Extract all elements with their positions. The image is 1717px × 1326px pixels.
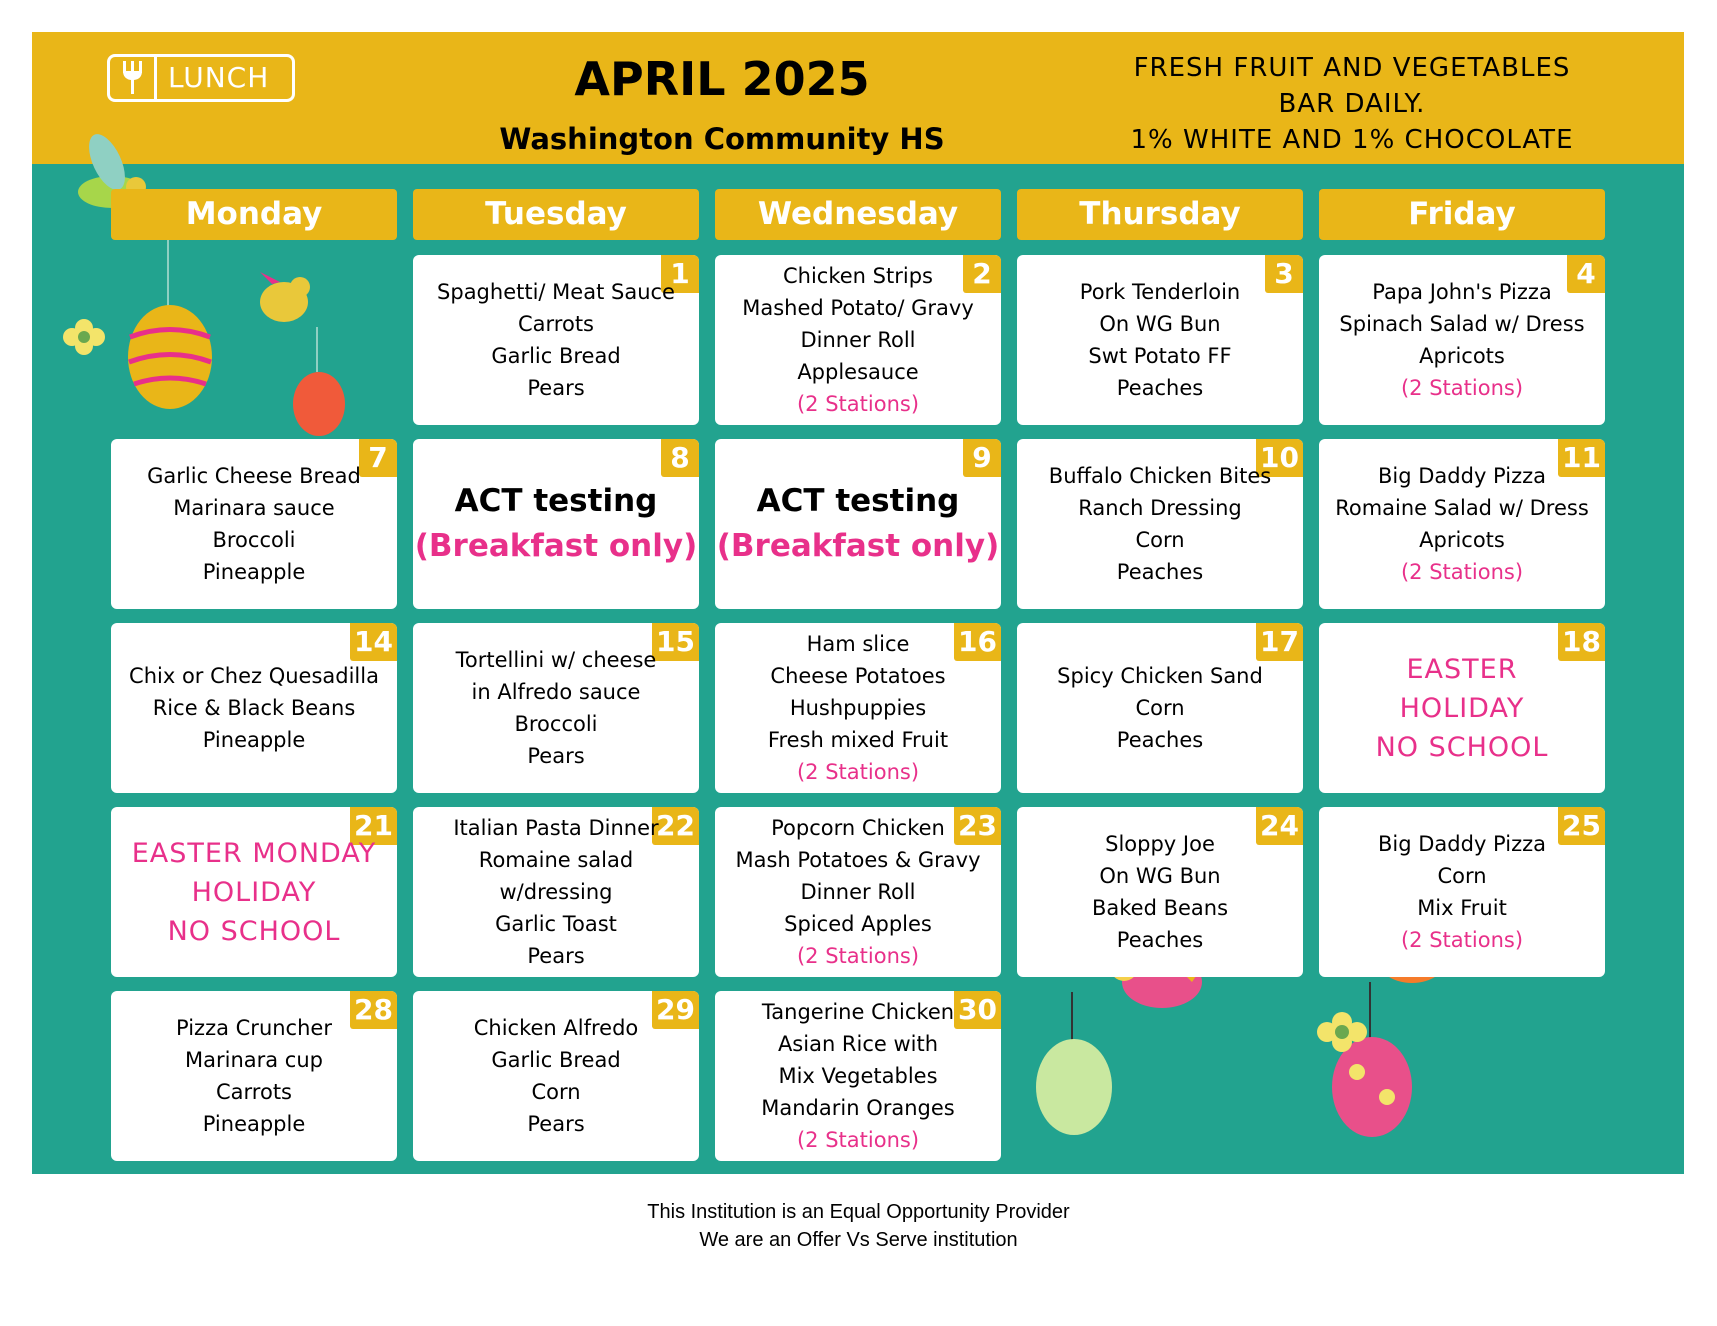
menu-items <box>715 807 1001 977</box>
date-number: 18 <box>1558 623 1605 661</box>
menu-item: Baked Beans <box>1091 896 1229 920</box>
day-cell <box>1017 807 1303 977</box>
menu-item: Corn <box>1437 864 1487 888</box>
menu-item: Mix Vegetables <box>778 1064 938 1088</box>
date-number: 22 <box>652 807 699 845</box>
day-header-friday: Friday <box>1319 189 1605 240</box>
menu-item: Chicken Alfredo <box>473 1016 639 1040</box>
menu-item: Spinach Salad w/ Dress <box>1339 312 1585 336</box>
menu-item: Pears <box>527 376 585 400</box>
day-cell <box>1319 255 1605 425</box>
day-header-monday: Monday <box>111 189 397 240</box>
day-header-wednesday: Wednesday <box>715 189 1001 240</box>
day-header-thursday: Thursday <box>1017 189 1303 240</box>
stations-note: (2 Stations) <box>796 944 920 968</box>
menu-item: Corn <box>531 1080 581 1104</box>
menu-items <box>111 439 397 609</box>
menu-item: Marinara cup <box>185 1048 323 1072</box>
menu-items <box>111 623 397 793</box>
menu-items <box>413 439 699 609</box>
menu-items <box>715 991 1001 1161</box>
menu-item: Mash Potatoes & Gravy <box>735 848 981 872</box>
page-title: APRIL 2025 <box>574 52 870 106</box>
footer <box>0 1198 1717 1254</box>
menu-item: Sloppy Joe <box>1105 832 1215 856</box>
pink-egg-icon <box>1332 982 1412 1137</box>
menu-items <box>111 807 397 977</box>
menu-items <box>413 991 699 1161</box>
menu-item: Big Daddy Pizza <box>1378 464 1546 488</box>
note-line: FRESH FRUIT AND VEGETABLES <box>1133 53 1571 83</box>
menu-item: Hushpuppies <box>789 696 927 720</box>
menu-item: Garlic Bread <box>491 344 621 368</box>
date-number: 9 <box>963 439 1001 477</box>
menu-item: Pizza Cruncher <box>176 1016 332 1040</box>
date-number: 17 <box>1256 623 1303 661</box>
menu-items <box>1319 623 1605 793</box>
date-number: 4 <box>1567 255 1605 293</box>
holiday-text: EASTER <box>1406 653 1518 685</box>
menu-item: Dinner Roll <box>800 880 916 904</box>
holiday-text: NO SCHOOL <box>167 915 341 947</box>
date-number: 16 <box>954 623 1001 661</box>
date-number: 11 <box>1558 439 1605 477</box>
menu-item: Pineapple <box>202 1112 306 1136</box>
menu-items <box>715 255 1001 425</box>
menu-item: Corn <box>1135 696 1185 720</box>
note-line: 1% WHITE AND 1% CHOCOLATE <box>1130 125 1574 155</box>
day-cell <box>111 439 397 609</box>
day-cell <box>111 623 397 793</box>
logo-label: LUNCH <box>168 61 270 94</box>
menu-item: Cheese Potatoes <box>770 664 946 688</box>
menu-items <box>111 991 397 1161</box>
menu-item: Pears <box>527 744 585 768</box>
menu-item: Italian Pasta Dinner <box>453 816 659 840</box>
menu-poster <box>32 32 1684 1174</box>
note-line: BAR DAILY. <box>1278 89 1426 119</box>
menu-item: Ham slice <box>806 632 910 656</box>
menu-item: Marinara sauce <box>173 496 335 520</box>
date-number: 2 <box>963 255 1001 293</box>
small-bird-icon <box>260 272 310 322</box>
menu-items <box>413 623 699 793</box>
day-cell <box>715 439 1001 609</box>
menu-item: Garlic Toast <box>495 912 617 936</box>
menu-item: Peaches <box>1116 928 1204 952</box>
day-cell <box>1319 623 1605 793</box>
menu-items <box>1017 807 1303 977</box>
day-cell <box>1017 255 1303 425</box>
date-number: 14 <box>350 623 397 661</box>
stations-note: (Breakfast only) <box>716 528 1000 564</box>
menu-items <box>715 439 1001 609</box>
day-cell <box>715 991 1001 1161</box>
menu-item: Dinner Roll <box>800 328 916 352</box>
menu-item: Spaghetti/ Meat Sauce <box>437 280 675 304</box>
stations-note: (2 Stations) <box>1400 928 1524 952</box>
menu-item: Garlic Bread <box>491 1048 621 1072</box>
menu-items <box>413 255 699 425</box>
day-cell <box>715 807 1001 977</box>
menu-item: Pears <box>527 944 585 968</box>
date-number: 25 <box>1558 807 1605 845</box>
date-number: 23 <box>954 807 1001 845</box>
menu-item: Popcorn Chicken <box>771 816 945 840</box>
day-cell <box>1017 623 1303 793</box>
date-number: 30 <box>954 991 1001 1029</box>
menu-item: Mix Fruit <box>1417 896 1507 920</box>
menu-item: On WG Bun <box>1099 864 1221 888</box>
holiday-text: EASTER MONDAY <box>131 837 377 869</box>
menu-item: Ranch Dressing <box>1078 496 1242 520</box>
menu-items <box>413 807 699 977</box>
menu-item: Big Daddy Pizza <box>1378 832 1546 856</box>
footer-line: We are an Offer Vs Serve institution <box>699 1229 1018 1251</box>
menu-item: Pork Tenderloin <box>1079 280 1241 304</box>
day-cell <box>413 623 699 793</box>
holiday-text: HOLIDAY <box>1399 692 1525 724</box>
menu-item: Mashed Potato/ Gravy <box>742 296 974 320</box>
date-number: 7 <box>359 439 397 477</box>
stations-note: (2 Stations) <box>1400 376 1524 400</box>
date-number: 29 <box>652 991 699 1029</box>
stations-note: (2 Stations) <box>796 760 920 784</box>
green-egg-icon <box>1036 992 1112 1135</box>
menu-item: in Alfredo sauce <box>471 680 641 704</box>
menu-item: Tortellini w/ cheese <box>455 648 657 672</box>
date-number: 21 <box>350 807 397 845</box>
menu-item: ACT testing <box>454 483 658 519</box>
day-cell <box>413 439 699 609</box>
menu-item: Pineapple <box>202 560 306 584</box>
menu-item: Rice & Black Beans <box>152 696 356 720</box>
menu-items <box>715 623 1001 793</box>
date-number: 1 <box>661 255 699 293</box>
menu-item: Broccoli <box>514 712 598 736</box>
day-cell <box>413 991 699 1161</box>
day-header-tuesday: Tuesday <box>413 189 699 240</box>
date-number: 10 <box>1256 439 1303 477</box>
menu-item: Spiced Apples <box>784 912 932 936</box>
menu-item: Broccoli <box>212 528 296 552</box>
stations-note: (Breakfast only) <box>414 528 698 564</box>
day-cell <box>715 255 1001 425</box>
menu-item: Romaine salad <box>478 848 634 872</box>
date-number: 28 <box>350 991 397 1029</box>
day-cell <box>111 991 397 1161</box>
menu-items <box>1319 439 1605 609</box>
menu-item: Chicken Strips <box>783 264 933 288</box>
menu-item: Romaine Salad w/ Dress <box>1335 496 1589 520</box>
menu-item: Applesauce <box>797 360 919 384</box>
menu-item: ACT testing <box>756 483 960 519</box>
date-number: 15 <box>652 623 699 661</box>
date-number: 3 <box>1265 255 1303 293</box>
red-egg-icon <box>293 327 345 436</box>
menu-item: Tangerine Chicken <box>761 1000 955 1024</box>
menu-item: On WG Bun <box>1099 312 1221 336</box>
menu-item: Carrots <box>216 1080 292 1104</box>
menu-items <box>1319 255 1605 425</box>
menu-item: Chix or Chez Quesadilla <box>129 664 379 688</box>
menu-item: Garlic Cheese Bread <box>147 464 361 488</box>
day-cell <box>413 807 699 977</box>
menu-items <box>1017 439 1303 609</box>
menu-items <box>1319 807 1605 977</box>
menu-item: Spicy Chicken Sand <box>1057 664 1263 688</box>
menu-item: Asian Rice with <box>777 1032 939 1056</box>
menu-item: Apricots <box>1419 528 1505 552</box>
menu-item: Peaches <box>1116 728 1204 752</box>
menu-item: Carrots <box>518 312 594 336</box>
stations-note: (2 Stations) <box>796 1128 920 1152</box>
footer-line: This Institution is an Equal Opportunity Provider <box>647 1201 1070 1223</box>
menu-item: Mandarin Oranges <box>761 1096 955 1120</box>
day-cell <box>1319 439 1605 609</box>
menu-item: Buffalo Chicken Bites <box>1048 464 1272 488</box>
easter-egg-icon <box>128 237 212 409</box>
holiday-text: NO SCHOOL <box>1375 731 1549 763</box>
menu-item: Peaches <box>1116 376 1204 400</box>
menu-item: Apricots <box>1419 344 1505 368</box>
menu-item: w/dressing <box>499 880 613 904</box>
date-number: 8 <box>661 439 699 477</box>
stations-note: (2 Stations) <box>796 392 920 416</box>
day-cell <box>715 623 1001 793</box>
menu-item: Peaches <box>1116 560 1204 584</box>
day-cell <box>413 255 699 425</box>
menu-items <box>1017 623 1303 793</box>
menu-item: Fresh mixed Fruit <box>767 728 949 752</box>
day-cell <box>111 807 397 977</box>
menu-items <box>1017 255 1303 425</box>
menu-item: Pineapple <box>202 728 306 752</box>
menu-item: Pears <box>527 1112 585 1136</box>
day-cell <box>1017 439 1303 609</box>
flower-icon <box>63 319 105 355</box>
menu-item: Corn <box>1135 528 1185 552</box>
holiday-text: HOLIDAY <box>191 876 317 908</box>
date-number: 24 <box>1256 807 1303 845</box>
stations-note: (2 Stations) <box>1400 560 1524 584</box>
day-cell <box>1319 807 1605 977</box>
school-name: Washington Community HS <box>499 122 945 156</box>
menu-item: Swt Potato FF <box>1088 344 1232 368</box>
menu-item: Papa John's Pizza <box>1372 280 1552 304</box>
